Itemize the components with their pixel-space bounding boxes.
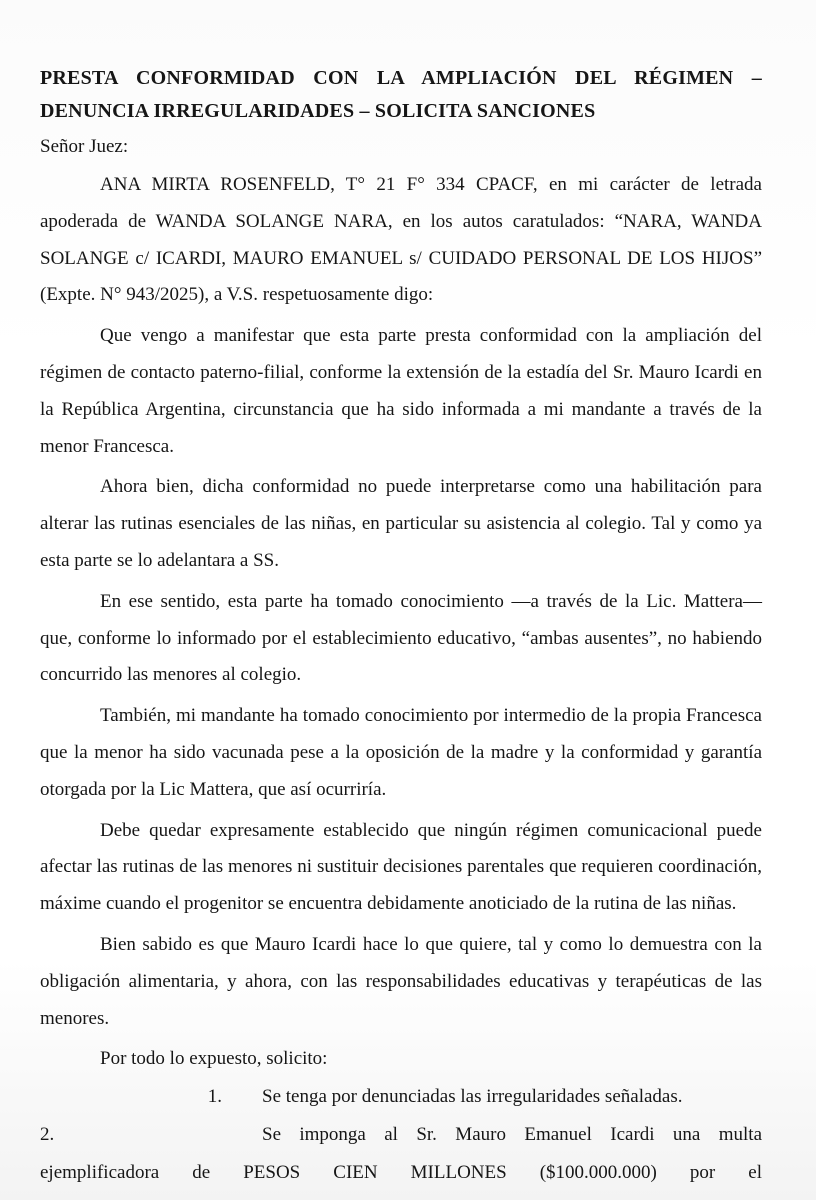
salutation: Señor Juez:	[40, 136, 129, 157]
requests-list	[40, 1078, 762, 1192]
title-line-1: PRESTA CONFORMIDAD CON LA AMPLIACIÓN DEL RÉGIMEN –	[40, 67, 762, 89]
request-number: 1.	[207, 1086, 222, 1108]
closing-request: Por todo lo expuesto, solicito:	[100, 1048, 328, 1070]
paragraph-icardi: Bien sabido es que Mauro Icardi hace lo que quiere, tal y como lo demuestra con la obligación alimentaria, y ahora, con las responsabilidades educativas y terapéuticas de las menores.	[40, 933, 762, 1029]
paragraph-intro: ANA MIRTA ROSENFELD, T° 21 F° 334 CPACF, en mi carácter de letrada apoderada de WANDA SOLANGE NARA, en los autos caratulados: “NARA, WANDA SOLANGE c/ ICARDI, MAURO EMANUEL s/ CUIDADO PERSONAL DE LOS HIJOS” (Expte. N° 943/2025), a V.S. respetuosamente digo:	[40, 174, 762, 306]
request-item	[40, 1116, 762, 1192]
paragraph-vaccination: También, mi mandante ha tomado conocimiento por intermedio de la propia Francesca que la menor ha sido vacunada pese a la oposición de la madre y la conformidad y garantía otorgada por la Lic Mattera, que así ocurriría.	[40, 705, 762, 800]
paragraph-regime: Debe quedar expresamente establecido que ningún régimen comunicacional puede afectar las rutinas de las menores ni sustituir decisiones parentales que requieren coordinación, máxime cuando el progenitor se encuentra debidamente anoticiado de la rutina de las niñas.	[40, 819, 762, 915]
paragraph-routines: Ahora bien, dicha conformidad no puede interpretarse como una habilitación para alterar las rutinas esenciales de las niñas, en particular su asistencia al colegio. Tal y como ya esta parte se lo adelantara a SS.	[40, 476, 762, 571]
paragraph-conformity: Que vengo a manifestar que esta parte presta conformidad con la ampliación del régimen de contacto paterno-filial, conforme la extensión de la estadía del Sr. Mauro Icardi en la República Argentina, circunstancia que ha sido informada a mi mandante a través de la menor Francesca.	[40, 325, 762, 457]
request-text-line-1: Se imponga al Sr. Mauro Emanuel Icardi una multa	[262, 1124, 762, 1146]
title-line-2: DENUNCIA IRREGULARIDADES – SOLICITA SANCIONES	[40, 100, 596, 122]
request-text: Se tenga por denunciadas las irregularidades señaladas.	[262, 1086, 683, 1108]
request-number: 2.	[40, 1124, 55, 1146]
paragraph-absence: En ese sentido, esta parte ha tomado conocimiento —a través de la Lic. Mattera— que, conforme lo informado por el establecimiento educativo, “ambas ausentes”, no habiendo concurrido las menores al colegio.	[40, 590, 762, 686]
request-text-line-2: ejemplificadora de PESOS CIEN MILLONES ($100.000.000) por el	[40, 1162, 762, 1184]
request-item	[40, 1078, 762, 1116]
document-title	[40, 62, 762, 128]
